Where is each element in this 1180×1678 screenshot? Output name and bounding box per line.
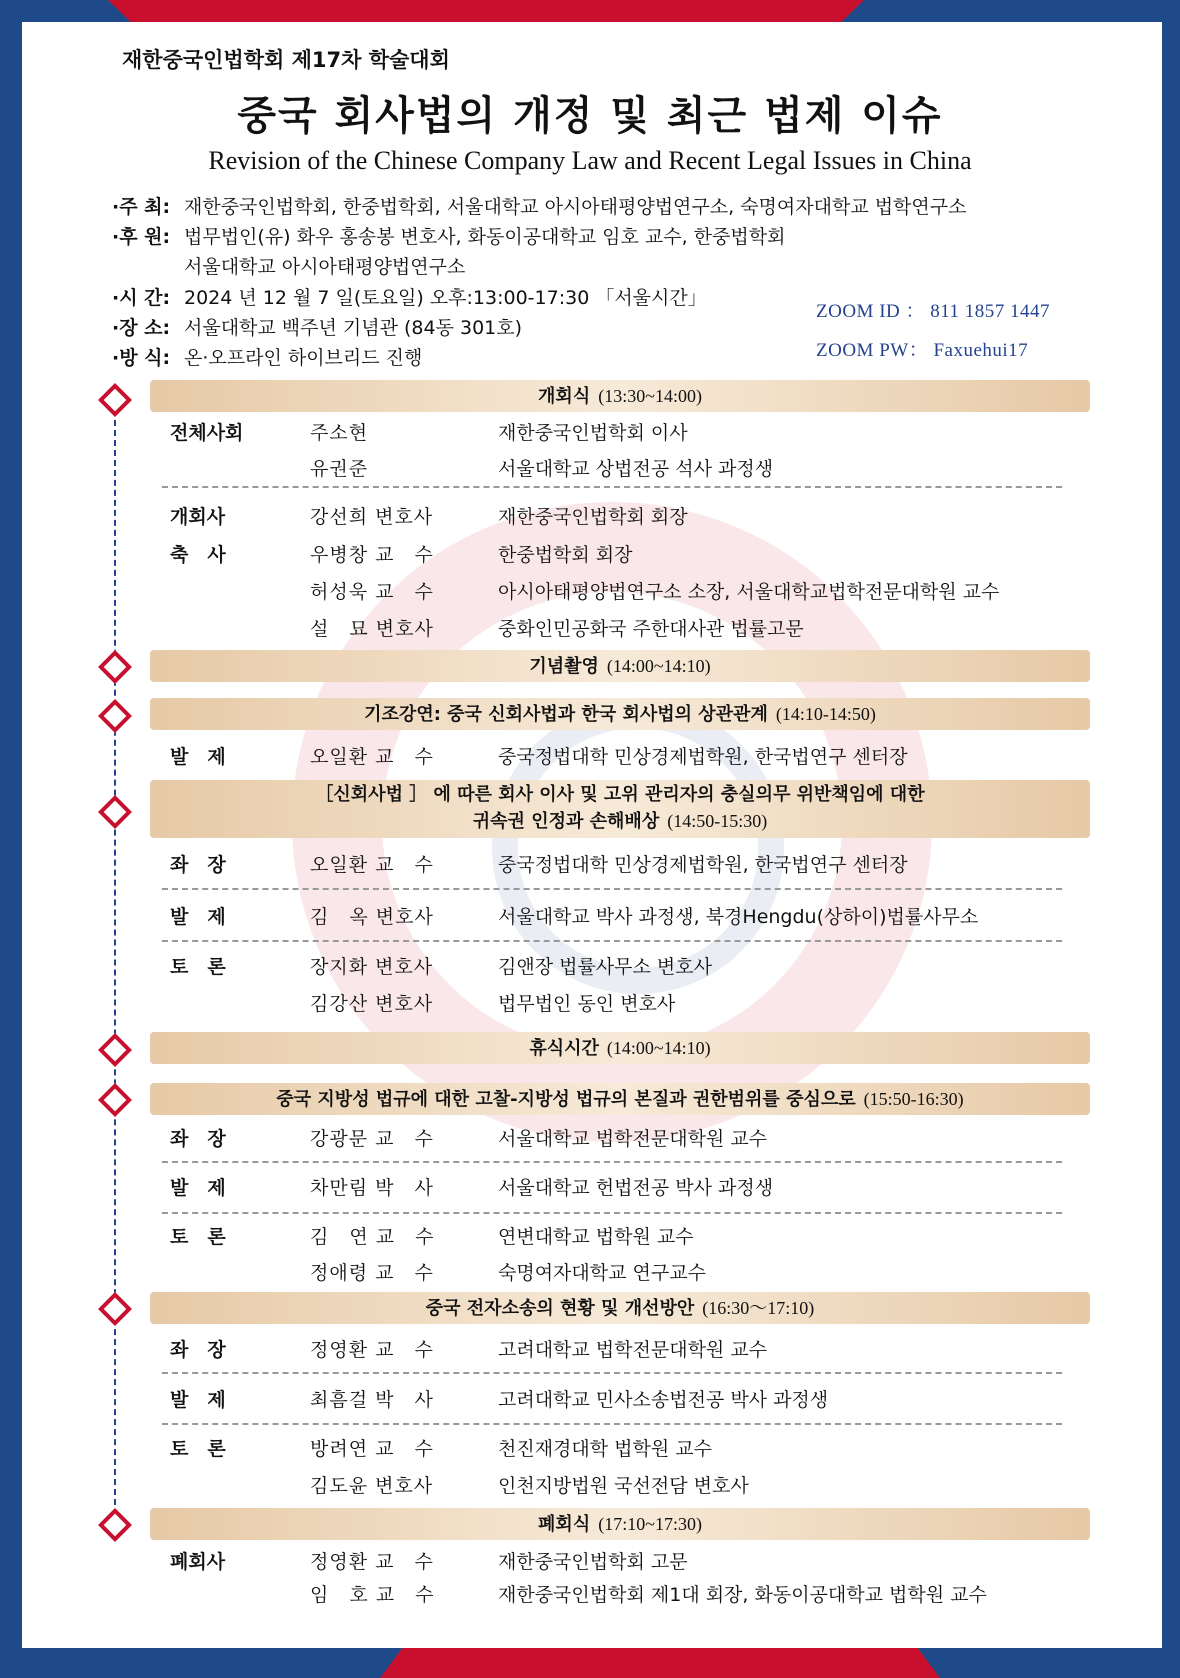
person-name: 오일환 교 수 (310, 746, 434, 768)
person-affiliation: 한중법학회 회장 (498, 544, 633, 566)
role-label: 좌 장 (170, 854, 226, 876)
person-affiliation: 재한중국인법학회 제1대 회장, 화동이공대학교 법학원 교수 (498, 1584, 987, 1606)
event-title: 중국 회사법의 개정 및 최근 법제 이슈 (237, 93, 943, 139)
event-title-en: Revision of the Chinese Company Law and Recent Legal Issues in China (208, 146, 972, 175)
session-keynote: 기조강연: 중국 신회사법과 한국 회사법의 상관관계 (14:10-14:50) (150, 698, 1090, 730)
role-label: 개회사 (170, 506, 226, 528)
role-label: 발 제 (170, 906, 226, 928)
person-affiliation: 재한중국인법학회 회장 (498, 506, 688, 528)
divider (162, 1372, 1062, 1374)
person-affiliation: 재한중국인법학회 이사 (498, 422, 688, 444)
divider (162, 486, 1062, 488)
info-time: ·시 간: 2024 년 12 월 7 일(토요일) 오후:13:00-17:30 「서울시간」 (112, 287, 707, 309)
divider (162, 1212, 1062, 1214)
person-name: 최흠걸 박 사 (310, 1389, 434, 1411)
person-name: 우병창 교 수 (310, 544, 434, 566)
info-place: ·장 소: 서울대학교 백주년 기념관 (84동 301호) (112, 317, 523, 339)
role-label: 축 사 (170, 544, 226, 566)
person-affiliation: 서울대학교 법학전문대학원 교수 (498, 1128, 768, 1150)
person-name: 차만림 박 사 (310, 1177, 434, 1199)
session-opening: 개회식 (13:30~14:00) (150, 380, 1090, 412)
person-affiliation: 아시아태평양법연구소 소장, 서울대학교법학전문대학원 교수 (498, 581, 1000, 603)
divider (162, 1423, 1062, 1425)
info-method: ·방 식: 온·오프라인 하이브리드 진행 (112, 347, 423, 369)
person-name: 허성욱 교 수 (310, 581, 434, 603)
person-affiliation: 중화인민공화국 주한대사관 법률고문 (498, 618, 804, 640)
divider (162, 940, 1062, 942)
person-name: 정영환 교 수 (310, 1339, 434, 1361)
info-sponsor: ·후 원: 법무법인(유) 화우 홍송봉 변호사, 화동이공대학교 임호 교수, 한중법학회 (112, 226, 786, 248)
info-host: ·주 최: 재한중국인법학회, 한중법학회, 서울대학교 아시아태평양법연구소, 숙명여자대학교 법학연구소 (112, 196, 967, 218)
divider (162, 888, 1062, 890)
person-name: 김 연 교 수 (310, 1226, 435, 1248)
person-affiliation: 연변대학교 법학원 교수 (498, 1226, 694, 1248)
person-affiliation: 고려대학교 민사소송법전공 박사 과정생 (498, 1389, 829, 1411)
session-local-regulations: 중국 지방성 법규에 대한 고찰-지방성 법규의 본질과 권한범위를 중심으로 (15:50-16:30) (150, 1083, 1090, 1115)
event-subtitle: 재한중국인법학회 제17차 학술대회 (122, 48, 450, 72)
person-name: 오일환 교 수 (310, 854, 434, 876)
person-name: 강광문 교 수 (310, 1128, 434, 1150)
top-red-band (108, 0, 864, 22)
person-affiliation: 서울대학교 상법전공 석사 과정생 (498, 458, 774, 480)
person-affiliation: 천진재경대학 법학원 교수 (498, 1438, 712, 1460)
person-name: 주소현 (310, 422, 369, 444)
role-label: 발 제 (170, 1177, 226, 1199)
person-affiliation: 서울대학교 박사 과정생, 북경Hengdu(상하이)법률사무소 (498, 906, 979, 928)
role-label: 전체사회 (170, 422, 244, 444)
person-affiliation: 숙명여자대학교 연구교수 (498, 1262, 706, 1284)
role-label: 토 론 (170, 1438, 226, 1460)
role-label: 좌 장 (170, 1339, 226, 1361)
role-label: 토 론 (170, 1226, 226, 1248)
info-sponsor-cont: 서울대학교 아시아태평양법연구소 (184, 256, 466, 278)
person-name: 설 묘 변호사 (310, 618, 434, 640)
person-affiliation: 서울대학교 헌법전공 박사 과정생 (498, 1177, 774, 1199)
session-closing: 폐회식 (17:10~17:30) (150, 1508, 1090, 1540)
person-name: 정영환 교 수 (310, 1551, 434, 1573)
session-break: 휴식시간 (14:00~14:10) (150, 1032, 1090, 1064)
person-name: 정애령 교 수 (310, 1262, 434, 1284)
person-name: 유권준 (310, 458, 369, 480)
person-name: 김도윤 변호사 (310, 1475, 434, 1497)
bottom-red-band (380, 1648, 940, 1678)
person-affiliation: 법무법인 동인 변호사 (498, 993, 676, 1015)
person-affiliation: 재한중국인법학회 고문 (498, 1551, 688, 1573)
session-fiduciary: ［신회사법 ］ 에 따른 회사 이사 및 고위 관리자의 충실의무 위반책임에 대한 귀속권 인정과 손해배상 (14:50-15:30) (150, 780, 1090, 838)
person-affiliation: 중국정법대학 민상경제법학원, 한국법연구 센터장 (498, 746, 908, 768)
session-photo: 기념촬영 (14:00~14:10) (150, 650, 1090, 682)
person-name: 김강산 변호사 (310, 993, 434, 1015)
divider (162, 1161, 1062, 1163)
person-name: 장지화 변호사 (310, 956, 434, 978)
role-label: 토 론 (170, 956, 226, 978)
person-name: 강선희 변호사 (310, 506, 434, 528)
person-name: 방려연 교 수 (310, 1438, 434, 1460)
timeline-line (114, 400, 116, 1525)
person-affiliation: 인천지방법원 국선전담 변호사 (498, 1475, 749, 1497)
person-affiliation: 중국정법대학 민상경제법학원, 한국법연구 센터장 (498, 854, 908, 876)
person-name: 임 호 교 수 (310, 1584, 435, 1606)
person-name: 김 옥 변호사 (310, 906, 434, 928)
session-e-litigation: 중국 전자소송의 현황 및 개선방안 (16:30～17:10) (150, 1292, 1090, 1324)
role-label: 좌 장 (170, 1128, 226, 1150)
zoom-id: ZOOM ID ： 811 1857 1447 (816, 301, 1051, 322)
person-affiliation: 고려대학교 법학전문대학원 교수 (498, 1339, 768, 1361)
zoom-pw: ZOOM PW： Faxuehui17 (816, 340, 1029, 361)
role-label: 발 제 (170, 746, 226, 768)
role-label: 폐회사 (170, 1551, 226, 1573)
person-affiliation: 김앤장 법률사무소 변호사 (498, 956, 712, 978)
role-label: 발 제 (170, 1389, 226, 1411)
